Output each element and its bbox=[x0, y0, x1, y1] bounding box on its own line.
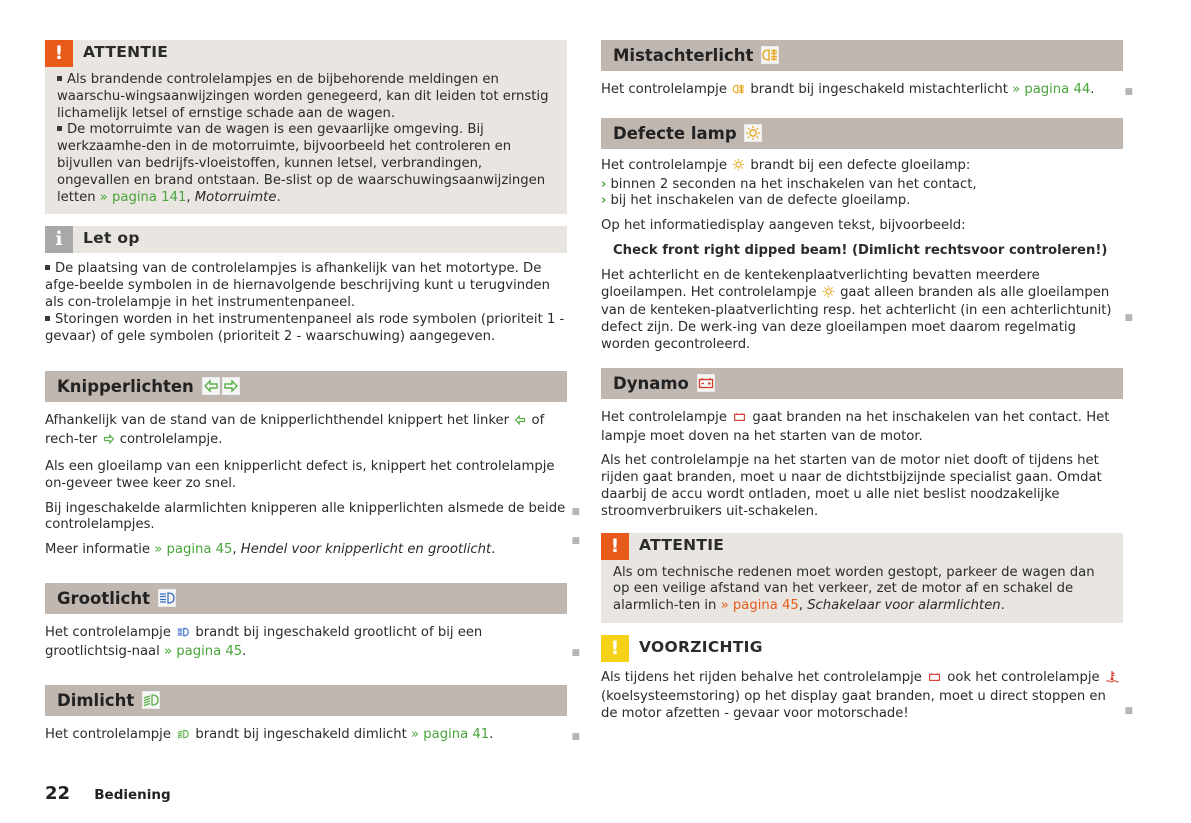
note-paragraph bbox=[45, 261, 567, 311]
paragraph bbox=[45, 625, 567, 661]
warning-text: De motorruimte van de wagen is een gevaarlijke omgeving. Bij werkzaamhe-den in de motorruimte, bijvoorbeeld het controleren en bijvullen van bedrijfs-vloeistoffen, kunnen letsel, verbrandingen, ongevallen en brand ontstaan. Be-slist op de waarschuwingsaanwijzingen letten bbox=[57, 122, 546, 205]
period: . bbox=[1000, 598, 1005, 614]
link-title: Motorruimte bbox=[194, 189, 277, 205]
battery-icon bbox=[697, 374, 715, 392]
note-paragraph bbox=[45, 312, 567, 346]
bullet-icon bbox=[57, 126, 62, 131]
section-header-knipperlichten bbox=[45, 371, 567, 402]
text: Het controlelampje bbox=[45, 726, 171, 742]
battery-icon bbox=[927, 671, 942, 689]
section-body-dimlicht bbox=[45, 726, 580, 746]
section-title-text: Mistachterlicht bbox=[613, 46, 754, 65]
warning-exclamation-icon: ! bbox=[601, 533, 629, 560]
paragraph bbox=[45, 727, 567, 746]
caution-text: (koelsysteemstoring) op het display gaat branden, moet u direct stoppen en de motor afzetten - gevaar voor motorschade! bbox=[601, 688, 1106, 721]
chapter-label: Bediening bbox=[94, 787, 171, 803]
section-title bbox=[57, 377, 240, 396]
caution-text: Als tijdens het rijden behalve het controlelampje bbox=[601, 669, 922, 685]
section-title-text: Grootlicht bbox=[57, 588, 150, 608]
text: Het controlelampje bbox=[45, 624, 171, 640]
section-title bbox=[613, 374, 715, 393]
section-title-text: Knipperlichten bbox=[57, 377, 194, 397]
text: brandt bij ingeschakeld dimlicht bbox=[195, 726, 407, 742]
page-link[interactable]: » pagina 41 bbox=[411, 726, 490, 742]
list-item bbox=[601, 177, 1123, 194]
section-title-text: Dimlicht bbox=[57, 690, 135, 710]
paragraph: Op het informatiedisplay aangeven tekst, bijvoorbeeld: bbox=[601, 218, 966, 234]
note-body bbox=[45, 253, 567, 353]
section-header-defecte-lamp bbox=[601, 118, 1123, 149]
section-header-dimlicht bbox=[45, 685, 567, 716]
end-marker-icon: ■ bbox=[571, 731, 580, 742]
note-header bbox=[45, 226, 567, 253]
turn-signal-left-icon bbox=[202, 377, 220, 395]
period: . bbox=[1090, 82, 1095, 97]
bullet-icon bbox=[45, 316, 50, 321]
section-title-text: Dynamo bbox=[613, 373, 689, 393]
text: Het controlelampje bbox=[601, 157, 727, 173]
warning-box-attentie bbox=[45, 40, 567, 214]
period: . bbox=[491, 542, 496, 558]
paragraph: Als een gloeilamp van een knipperlicht defect is, knippert het controlelampje on-geveer twee keer zo snel. bbox=[45, 458, 555, 491]
low-beam-icon bbox=[142, 691, 160, 709]
section-header-grootlicht bbox=[45, 583, 567, 614]
separator: , bbox=[232, 542, 241, 558]
page-link[interactable]: » pagina 45 bbox=[720, 598, 799, 614]
warning-text: Als brandende controlelampjes en de bijbehorende meldingen en waarschu-wingsaanwijzingen worden genegeerd, kan dit leiden tot ernstig lichamelijk letsel of ernstige schade aan de wagen. bbox=[57, 72, 549, 121]
rear-fog-light-icon bbox=[761, 46, 779, 64]
caution-text: ook het controlelampje bbox=[947, 669, 1100, 685]
separator: , bbox=[798, 598, 808, 614]
page-link[interactable]: » pagina 44 bbox=[1012, 82, 1091, 97]
period: . bbox=[489, 726, 494, 742]
warning-paragraph bbox=[57, 72, 555, 122]
turn-signal-right-icon bbox=[222, 377, 240, 395]
paragraph bbox=[45, 542, 567, 559]
bullet-icon bbox=[45, 265, 50, 270]
list-item bbox=[601, 193, 1123, 210]
section-body-dynamo bbox=[601, 410, 1123, 521]
rear-fog-light-icon bbox=[732, 83, 745, 101]
paragraph bbox=[601, 158, 1123, 177]
warning-title: ATTENTIE bbox=[639, 535, 725, 554]
section-body-defecte-lamp bbox=[601, 157, 1133, 354]
section-body-mistachterlicht bbox=[601, 82, 1133, 101]
warning-body bbox=[601, 561, 1123, 623]
end-marker-icon: ■ bbox=[1124, 87, 1133, 97]
page-number: 22 bbox=[45, 783, 71, 804]
high-beam-icon bbox=[176, 626, 190, 644]
warning-paragraph bbox=[613, 565, 1111, 615]
text: Het controlelampje bbox=[601, 409, 727, 425]
bulb-failure-icon bbox=[732, 158, 745, 177]
section-title bbox=[57, 589, 176, 608]
period: . bbox=[276, 189, 281, 205]
note-title: Let op bbox=[83, 229, 140, 248]
page-link[interactable]: » pagina 141 bbox=[99, 189, 187, 205]
text: Meer informatie bbox=[45, 542, 151, 558]
end-marker-icon: ■ bbox=[571, 647, 580, 658]
battery-icon bbox=[732, 411, 747, 429]
caution-header bbox=[601, 635, 1123, 662]
low-beam-icon bbox=[176, 728, 190, 746]
section-header-mistachterlicht bbox=[601, 40, 1123, 71]
chevron-right-icon: › bbox=[601, 193, 607, 209]
page-link[interactable]: » pagina 45 bbox=[154, 542, 233, 558]
info-icon: i bbox=[45, 226, 73, 253]
section-body-grootlicht bbox=[45, 624, 580, 661]
turn-signal-left-icon bbox=[514, 414, 526, 432]
end-marker-icon: ■ bbox=[1124, 705, 1133, 716]
section-title bbox=[613, 46, 779, 65]
text: brandt bij ingeschakeld mistachterlicht bbox=[750, 82, 1008, 97]
end-marker-icon: ■ bbox=[571, 507, 580, 518]
warning-exclamation-icon: ! bbox=[45, 40, 73, 67]
paragraph bbox=[45, 413, 567, 451]
page-footer bbox=[45, 783, 171, 805]
caution-paragraph bbox=[601, 670, 1123, 722]
high-beam-icon bbox=[158, 589, 176, 607]
paragraph: Bij ingeschakelde alarmlichten knipperen alle knipperlichten alsmede de beide controlelampjes. bbox=[45, 500, 566, 533]
link-title: Schakelaar voor alarmlichten bbox=[807, 598, 1001, 614]
page-link[interactable]: » pagina 45 bbox=[163, 643, 243, 659]
section-header-dynamo bbox=[601, 368, 1123, 399]
bullet-icon bbox=[57, 76, 62, 81]
bulb-failure-icon bbox=[744, 124, 762, 142]
text: gaat branden na het inschakelen van het contact. Het lampje moet doven na het starten van de motor. bbox=[601, 409, 1110, 444]
text: Het achterlicht en de kentekenplaatverlichting bevatten meerdere gloeilampen. Het controlelampje bbox=[601, 267, 1040, 300]
caution-title: VOORZICHTIG bbox=[639, 637, 763, 656]
period: . bbox=[242, 643, 247, 659]
right-column bbox=[601, 40, 1133, 730]
text: controlelampje. bbox=[119, 432, 223, 448]
text: gaat alleen branden als alle gloeilampen van de kenteken-plaatverlichting resp. het achterlicht (in een achterlichtunit) defect zijn. De werk-ing van deze gloeilampen moet daarom regelmatig worden gecontroleerd. bbox=[601, 284, 1112, 352]
text: Het controlelampje bbox=[601, 82, 727, 97]
turn-signal-right-icon bbox=[103, 433, 115, 451]
section-body-knipperlichten bbox=[45, 413, 580, 559]
coolant-temperature-icon bbox=[1105, 670, 1119, 689]
text: brandt bij een defecte gloeilamp: bbox=[750, 157, 971, 173]
warning-box-attentie bbox=[601, 533, 1123, 623]
note-text: De plaatsing van de controlelampjes is afhankelijk van het motortype. De afge-beelde symbolen in de hiernavolgende beschrijving kunt u terugvinden als con-trolelampje in het instrumentenpaneel. bbox=[45, 261, 550, 310]
warning-title: ATTENTIE bbox=[83, 43, 169, 61]
text: binnen 2 seconden na het inschakelen van het contact, bbox=[610, 176, 977, 192]
link-title: Hendel voor knipperlicht en grootlicht bbox=[240, 542, 492, 558]
text: Afhankelijk van de stand van de knipperlichthendel knippert het linker bbox=[45, 413, 510, 429]
section-title bbox=[57, 691, 160, 710]
end-marker-icon: ■ bbox=[1124, 312, 1133, 323]
left-column bbox=[45, 40, 580, 753]
paragraph bbox=[601, 82, 1123, 101]
text: bij het inschakelen van de defecte gloeilamp. bbox=[610, 193, 911, 209]
paragraph bbox=[601, 410, 1123, 446]
caution-exclamation-icon: ! bbox=[601, 635, 629, 662]
caution-body bbox=[601, 662, 1123, 730]
paragraph: Als het controlelampje na het starten van de motor niet dooft of tijdens het rijden gaat branden, moet u naar de dichtstbijzijnde specialist gaan. Omdat daarbij de accu wordt ontladen, moet u alle niet beslist noodzakelijke stroomverbruikers uit-schakelen. bbox=[601, 453, 1102, 519]
warning-header bbox=[601, 533, 1123, 561]
end-marker-icon: ■ bbox=[571, 536, 580, 547]
text: of rech-ter bbox=[45, 413, 545, 448]
paragraph bbox=[601, 268, 1123, 354]
separator: , bbox=[186, 189, 195, 205]
warning-paragraph bbox=[57, 122, 555, 206]
warning-text: Als om technische redenen moet worden gestopt, parkeer de wagen dan op een veilige afstand van het verkeer, zet de motor af en schakel de alarmlich-ten in bbox=[613, 564, 1095, 614]
chevron-right-icon: › bbox=[601, 176, 607, 192]
note-text: Storingen worden in het instrumentenpaneel als rode symbolen (prioriteit 1 - gevaar) of gele symbolen (prioriteit 2 - waarschuwing) aangegeven. bbox=[45, 311, 565, 344]
section-title bbox=[613, 124, 762, 143]
caution-box-voorzichtig bbox=[601, 635, 1133, 730]
warning-header bbox=[45, 40, 567, 68]
bulb-failure-icon bbox=[822, 285, 835, 304]
warning-body bbox=[45, 68, 567, 214]
section-title-text: Defecte lamp bbox=[613, 123, 737, 143]
text: brandt bij ingeschakeld grootlicht of bij een grootlichtsig-naal bbox=[45, 624, 483, 659]
example-message: Check front right dipped beam! (Dimlicht rechtsvoor controleren!) bbox=[613, 242, 1108, 258]
